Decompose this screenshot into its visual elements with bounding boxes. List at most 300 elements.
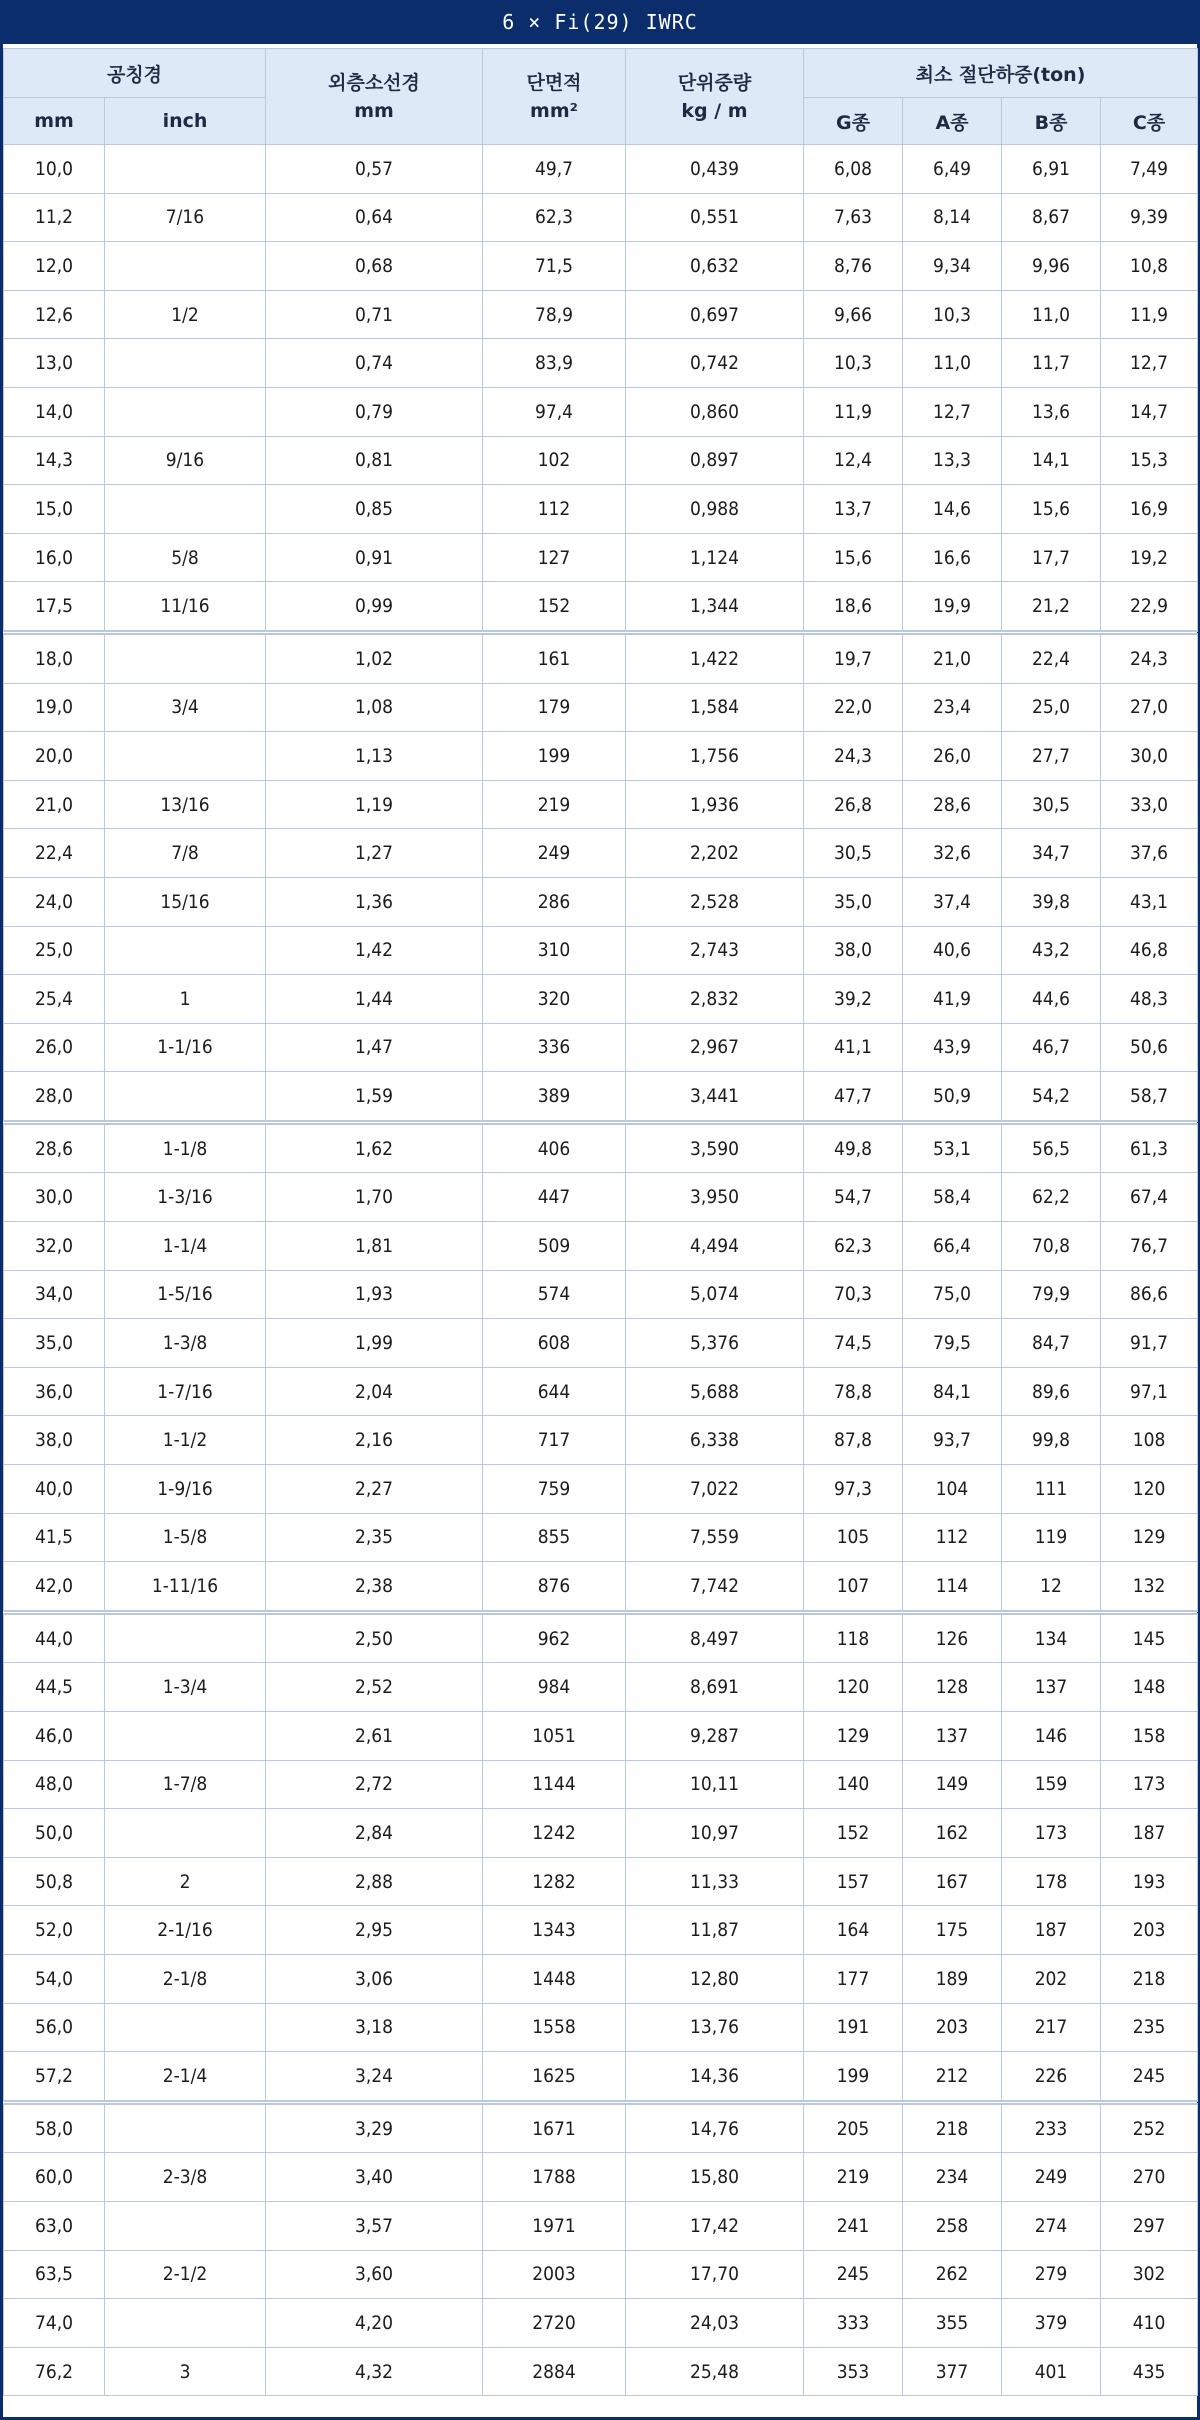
cell-inch — [105, 2201, 266, 2250]
table-row — [4, 2052, 1198, 2103]
cell-load-b: 62,2 — [1002, 1173, 1101, 1222]
cell-area: 83,9 — [483, 339, 626, 388]
header-unit-weight-label: 단위중량 — [677, 71, 752, 94]
cell-load-b: 30,5 — [1002, 780, 1101, 829]
table-row — [4, 780, 1198, 829]
cell-outer-wire: 1,02 — [266, 632, 483, 683]
cell-unit-weight: 3,441 — [626, 1072, 804, 1123]
cell-load-c: 11,9 — [1101, 290, 1198, 339]
cell-area: 97,4 — [483, 387, 626, 436]
cell-load-a: 126 — [903, 1612, 1002, 1663]
cell-outer-wire: 2,52 — [266, 1663, 483, 1712]
cell-area: 2003 — [483, 2250, 626, 2299]
cell-mm: 22,4 — [4, 829, 105, 878]
cell-load-c: 12,7 — [1101, 339, 1198, 388]
cell-inch: 1-3/4 — [105, 1663, 266, 1712]
cell-load-g: 11,9 — [804, 387, 903, 436]
table-row — [4, 632, 1198, 683]
cell-inch — [105, 926, 266, 975]
cell-unit-weight: 3,590 — [626, 1122, 804, 1173]
cell-inch: 2-1/2 — [105, 2250, 266, 2299]
cell-mm: 63,0 — [4, 2201, 105, 2250]
cell-outer-wire: 1,59 — [266, 1072, 483, 1123]
cell-load-g: 140 — [804, 1760, 903, 1809]
cell-inch: 1-11/16 — [105, 1562, 266, 1613]
cell-inch: 3 — [105, 2347, 266, 2396]
cell-inch: 2-3/8 — [105, 2153, 266, 2202]
cell-area: 962 — [483, 1612, 626, 1663]
table-row — [4, 1954, 1198, 2003]
cell-inch — [105, 339, 266, 388]
table-row — [4, 1760, 1198, 1809]
cell-inch — [105, 632, 266, 683]
cell-load-a: 212 — [903, 2052, 1002, 2103]
cell-load-b: 14,1 — [1002, 436, 1101, 485]
cell-unit-weight: 0,697 — [626, 290, 804, 339]
table-row — [4, 877, 1198, 926]
cell-load-c: 58,7 — [1101, 1072, 1198, 1123]
cell-outer-wire: 1,62 — [266, 1122, 483, 1173]
cell-load-g: 18,6 — [804, 582, 903, 633]
cell-load-c: 235 — [1101, 2003, 1198, 2052]
cell-outer-wire: 2,27 — [266, 1465, 483, 1514]
cell-load-g: 129 — [804, 1712, 903, 1761]
cell-inch — [105, 2102, 266, 2153]
cell-load-g: 7,63 — [804, 193, 903, 242]
cell-area: 78,9 — [483, 290, 626, 339]
cell-area: 1448 — [483, 1954, 626, 2003]
cell-load-b: 119 — [1002, 1513, 1101, 1562]
table-row — [4, 975, 1198, 1024]
cell-unit-weight: 8,691 — [626, 1663, 804, 1712]
table-row — [4, 533, 1198, 582]
table-row — [4, 829, 1198, 878]
cell-outer-wire: 3,40 — [266, 2153, 483, 2202]
cell-mm: 16,0 — [4, 533, 105, 582]
cell-load-a: 162 — [903, 1809, 1002, 1858]
cell-outer-wire: 2,04 — [266, 1367, 483, 1416]
cell-load-g: 87,8 — [804, 1416, 903, 1465]
table-header — [4, 49, 1198, 145]
table-row — [4, 1712, 1198, 1761]
cell-load-g: 199 — [804, 2052, 903, 2103]
cell-load-c: 15,3 — [1101, 436, 1198, 485]
cell-load-b: 178 — [1002, 1857, 1101, 1906]
cell-inch: 1-9/16 — [105, 1465, 266, 1514]
cell-outer-wire: 1,47 — [266, 1023, 483, 1072]
header-mm: mm — [4, 98, 105, 145]
cell-outer-wire: 0,64 — [266, 193, 483, 242]
cell-inch: 1 — [105, 975, 266, 1024]
cell-load-a: 50,9 — [903, 1072, 1002, 1123]
cell-unit-weight: 0,742 — [626, 339, 804, 388]
cell-load-g: 219 — [804, 2153, 903, 2202]
cell-load-c: 193 — [1101, 1857, 1198, 1906]
cell-unit-weight: 2,832 — [626, 975, 804, 1024]
cell-mm: 24,0 — [4, 877, 105, 926]
cell-outer-wire: 0,91 — [266, 533, 483, 582]
cell-load-g: 35,0 — [804, 877, 903, 926]
cell-load-g: 26,8 — [804, 780, 903, 829]
cell-load-c: 158 — [1101, 1712, 1198, 1761]
header-unit-weight-unit: kg / m — [681, 99, 748, 122]
cell-inch — [105, 387, 266, 436]
cell-unit-weight: 1,936 — [626, 780, 804, 829]
cell-area: 1971 — [483, 2201, 626, 2250]
cell-load-b: 21,2 — [1002, 582, 1101, 633]
cell-load-a: 93,7 — [903, 1416, 1002, 1465]
cell-load-c: 33,0 — [1101, 780, 1198, 829]
cell-load-b: 233 — [1002, 2102, 1101, 2153]
cell-unit-weight: 1,124 — [626, 533, 804, 582]
table-row — [4, 1465, 1198, 1514]
cell-unit-weight: 3,950 — [626, 1173, 804, 1222]
cell-inch: 2 — [105, 1857, 266, 1906]
table-row — [4, 242, 1198, 291]
cell-load-b: 202 — [1002, 1954, 1101, 2003]
cell-load-c: 14,7 — [1101, 387, 1198, 436]
table-row — [4, 290, 1198, 339]
cell-load-a: 75,0 — [903, 1270, 1002, 1319]
header-area-label: 단면적 — [526, 71, 582, 94]
cell-load-g: 6,08 — [804, 145, 903, 194]
cell-unit-weight: 13,76 — [626, 2003, 804, 2052]
cell-load-b: 173 — [1002, 1809, 1101, 1858]
cell-load-g: 41,1 — [804, 1023, 903, 1072]
cell-mm: 41,5 — [4, 1513, 105, 1562]
cell-load-g: 191 — [804, 2003, 903, 2052]
cell-load-a: 19,9 — [903, 582, 1002, 633]
cell-load-a: 79,5 — [903, 1319, 1002, 1368]
cell-load-a: 28,6 — [903, 780, 1002, 829]
cell-area: 320 — [483, 975, 626, 1024]
cell-area: 219 — [483, 780, 626, 829]
table-row — [4, 1173, 1198, 1222]
cell-load-b: 56,5 — [1002, 1122, 1101, 1173]
cell-outer-wire: 0,99 — [266, 582, 483, 633]
cell-area: 49,7 — [483, 145, 626, 194]
cell-load-b: 99,8 — [1002, 1416, 1101, 1465]
cell-load-c: 50,6 — [1101, 1023, 1198, 1072]
header-nominal-diameter: 공칭경 — [4, 49, 266, 98]
cell-inch: 5/8 — [105, 533, 266, 582]
cell-load-a: 66,4 — [903, 1222, 1002, 1271]
cell-inch: 13/16 — [105, 780, 266, 829]
cell-load-a: 40,6 — [903, 926, 1002, 975]
cell-mm: 25,4 — [4, 975, 105, 1024]
table-row — [4, 1023, 1198, 1072]
cell-area: 161 — [483, 632, 626, 683]
cell-load-c: 48,3 — [1101, 975, 1198, 1024]
table-row — [4, 2153, 1198, 2202]
table-row — [4, 1906, 1198, 1955]
cell-mm: 25,0 — [4, 926, 105, 975]
cell-outer-wire: 2,72 — [266, 1760, 483, 1809]
cell-load-c: 435 — [1101, 2347, 1198, 2396]
cell-unit-weight: 5,688 — [626, 1367, 804, 1416]
cell-area: 984 — [483, 1663, 626, 1712]
table-title: 6 × Fi(29) IWRC — [3, 0, 1197, 44]
cell-load-g: 105 — [804, 1513, 903, 1562]
cell-unit-weight: 0,860 — [626, 387, 804, 436]
cell-outer-wire: 1,99 — [266, 1319, 483, 1368]
cell-load-a: 149 — [903, 1760, 1002, 1809]
cell-unit-weight: 10,97 — [626, 1809, 804, 1858]
cell-load-g: 97,3 — [804, 1465, 903, 1514]
cell-mm: 54,0 — [4, 1954, 105, 2003]
cell-load-b: 12 — [1002, 1562, 1101, 1613]
cell-load-b: 9,96 — [1002, 242, 1101, 291]
cell-area: 1788 — [483, 2153, 626, 2202]
cell-outer-wire: 3,06 — [266, 1954, 483, 2003]
cell-load-g: 157 — [804, 1857, 903, 1906]
cell-outer-wire: 1,36 — [266, 877, 483, 926]
cell-load-a: 53,1 — [903, 1122, 1002, 1173]
cell-load-a: 21,0 — [903, 632, 1002, 683]
cell-load-a: 32,6 — [903, 829, 1002, 878]
cell-area: 759 — [483, 1465, 626, 1514]
cell-load-a: 203 — [903, 2003, 1002, 2052]
cell-mm: 11,2 — [4, 193, 105, 242]
table-row — [4, 1270, 1198, 1319]
cell-load-c: 108 — [1101, 1416, 1198, 1465]
cell-load-g: 38,0 — [804, 926, 903, 975]
cell-outer-wire: 3,60 — [266, 2250, 483, 2299]
cell-outer-wire: 1,44 — [266, 975, 483, 1024]
cell-unit-weight: 6,338 — [626, 1416, 804, 1465]
cell-load-g: 353 — [804, 2347, 903, 2396]
table-row — [4, 926, 1198, 975]
cell-outer-wire: 0,79 — [266, 387, 483, 436]
cell-area: 1242 — [483, 1809, 626, 1858]
cell-load-c: 22,9 — [1101, 582, 1198, 633]
cell-area: 310 — [483, 926, 626, 975]
cell-inch: 1-1/16 — [105, 1023, 266, 1072]
cell-load-b: 217 — [1002, 2003, 1101, 2052]
cell-area: 152 — [483, 582, 626, 633]
cell-load-b: 79,9 — [1002, 1270, 1101, 1319]
cell-load-b: 146 — [1002, 1712, 1101, 1761]
cell-load-g: 49,8 — [804, 1122, 903, 1173]
cell-inch — [105, 1809, 266, 1858]
table-row — [4, 1222, 1198, 1271]
cell-outer-wire: 0,85 — [266, 485, 483, 534]
table-row — [4, 1562, 1198, 1613]
cell-load-g: 19,7 — [804, 632, 903, 683]
cell-outer-wire: 1,70 — [266, 1173, 483, 1222]
cell-inch — [105, 485, 266, 534]
table-row — [4, 1416, 1198, 1465]
cell-load-a: 377 — [903, 2347, 1002, 2396]
cell-load-a: 58,4 — [903, 1173, 1002, 1222]
cell-inch: 1-7/8 — [105, 1760, 266, 1809]
cell-mm: 30,0 — [4, 1173, 105, 1222]
cell-outer-wire: 3,57 — [266, 2201, 483, 2250]
table-row — [4, 193, 1198, 242]
table-row — [4, 387, 1198, 436]
header-outer-wire-label: 외층소선경 — [328, 71, 420, 94]
cell-unit-weight: 25,48 — [626, 2347, 804, 2396]
cell-load-c: 145 — [1101, 1612, 1198, 1663]
cell-load-b: 159 — [1002, 1760, 1101, 1809]
cell-area: 644 — [483, 1367, 626, 1416]
cell-unit-weight: 7,022 — [626, 1465, 804, 1514]
cell-load-a: 13,3 — [903, 436, 1002, 485]
cell-load-b: 134 — [1002, 1612, 1101, 1663]
cell-load-g: 54,7 — [804, 1173, 903, 1222]
cell-outer-wire: 0,81 — [266, 436, 483, 485]
cell-load-c: 245 — [1101, 2052, 1198, 2103]
cell-unit-weight: 0,551 — [626, 193, 804, 242]
cell-load-b: 22,4 — [1002, 632, 1101, 683]
cell-load-a: 137 — [903, 1712, 1002, 1761]
cell-load-c: 76,7 — [1101, 1222, 1198, 1271]
cell-outer-wire: 2,38 — [266, 1562, 483, 1613]
cell-outer-wire: 0,74 — [266, 339, 483, 388]
cell-load-c: 37,6 — [1101, 829, 1198, 878]
cell-inch: 1-5/16 — [105, 1270, 266, 1319]
cell-unit-weight: 7,742 — [626, 1562, 804, 1613]
cell-load-g: 62,3 — [804, 1222, 903, 1271]
cell-load-c: 218 — [1101, 1954, 1198, 2003]
cell-mm: 63,5 — [4, 2250, 105, 2299]
cell-load-b: 226 — [1002, 2052, 1101, 2103]
cell-unit-weight: 8,497 — [626, 1612, 804, 1663]
cell-inch — [105, 1072, 266, 1123]
cell-mm: 46,0 — [4, 1712, 105, 1761]
table-row — [4, 1122, 1198, 1173]
cell-outer-wire: 2,61 — [266, 1712, 483, 1761]
cell-inch — [105, 2299, 266, 2348]
cell-load-g: 47,7 — [804, 1072, 903, 1123]
cell-load-g: 78,8 — [804, 1367, 903, 1416]
cell-load-b: 11,0 — [1002, 290, 1101, 339]
table-row — [4, 683, 1198, 732]
cell-load-a: 16,6 — [903, 533, 1002, 582]
cell-area: 447 — [483, 1173, 626, 1222]
table-row — [4, 1072, 1198, 1123]
cell-load-a: 26,0 — [903, 732, 1002, 781]
cell-unit-weight: 0,439 — [626, 145, 804, 194]
cell-load-c: 24,3 — [1101, 632, 1198, 683]
cell-load-b: 89,6 — [1002, 1367, 1101, 1416]
cell-area: 336 — [483, 1023, 626, 1072]
cell-outer-wire: 2,16 — [266, 1416, 483, 1465]
cell-outer-wire: 4,32 — [266, 2347, 483, 2396]
cell-load-c: 132 — [1101, 1562, 1198, 1613]
cell-load-g: 177 — [804, 1954, 903, 2003]
table-row — [4, 1319, 1198, 1368]
cell-load-b: 137 — [1002, 1663, 1101, 1712]
cell-mm: 17,5 — [4, 582, 105, 633]
cell-load-b: 279 — [1002, 2250, 1101, 2299]
cell-load-g: 107 — [804, 1562, 903, 1613]
cell-load-a: 262 — [903, 2250, 1002, 2299]
cell-load-g: 12,4 — [804, 436, 903, 485]
cell-inch: 1-1/4 — [105, 1222, 266, 1271]
cell-inch: 7/8 — [105, 829, 266, 878]
cell-load-c: 302 — [1101, 2250, 1198, 2299]
cell-area: 406 — [483, 1122, 626, 1173]
table-body — [4, 145, 1198, 2396]
cell-mm: 32,0 — [4, 1222, 105, 1271]
cell-mm: 21,0 — [4, 780, 105, 829]
cell-mm: 50,8 — [4, 1857, 105, 1906]
cell-load-b: 401 — [1002, 2347, 1101, 2396]
cell-load-g: 24,3 — [804, 732, 903, 781]
cell-area: 249 — [483, 829, 626, 878]
table-row — [4, 1663, 1198, 1712]
cell-mm: 74,0 — [4, 2299, 105, 2348]
cell-load-b: 39,8 — [1002, 877, 1101, 926]
cell-mm: 13,0 — [4, 339, 105, 388]
cell-mm: 57,2 — [4, 2052, 105, 2103]
cell-load-b: 187 — [1002, 1906, 1101, 1955]
cell-mm: 36,0 — [4, 1367, 105, 1416]
cell-inch: 3/4 — [105, 683, 266, 732]
cell-area: 2884 — [483, 2347, 626, 2396]
cell-outer-wire: 2,35 — [266, 1513, 483, 1562]
cell-load-b: 54,2 — [1002, 1072, 1101, 1123]
cell-mm: 44,0 — [4, 1612, 105, 1663]
cell-outer-wire: 1,27 — [266, 829, 483, 878]
cell-mm: 76,2 — [4, 2347, 105, 2396]
cell-area: 1558 — [483, 2003, 626, 2052]
cell-load-c: 19,2 — [1101, 533, 1198, 582]
cell-load-g: 30,5 — [804, 829, 903, 878]
cell-load-a: 218 — [903, 2102, 1002, 2153]
header-grade-b: B종 — [1002, 98, 1101, 145]
cell-outer-wire: 2,50 — [266, 1612, 483, 1663]
header-grade-g: G종 — [804, 98, 903, 145]
header-cross-section-area — [483, 49, 626, 145]
cell-mm: 18,0 — [4, 632, 105, 683]
wire-rope-spec-table — [3, 48, 1198, 2396]
cell-unit-weight: 11,33 — [626, 1857, 804, 1906]
cell-outer-wire: 3,29 — [266, 2102, 483, 2153]
cell-unit-weight: 1,756 — [626, 732, 804, 781]
cell-unit-weight: 11,87 — [626, 1906, 804, 1955]
cell-area: 1144 — [483, 1760, 626, 1809]
cell-load-g: 39,2 — [804, 975, 903, 1024]
cell-outer-wire: 1,08 — [266, 683, 483, 732]
cell-unit-weight: 12,80 — [626, 1954, 804, 2003]
cell-mm: 56,0 — [4, 2003, 105, 2052]
cell-area: 509 — [483, 1222, 626, 1271]
cell-inch: 1-7/16 — [105, 1367, 266, 1416]
cell-unit-weight: 17,70 — [626, 2250, 804, 2299]
cell-area: 1671 — [483, 2102, 626, 2153]
cell-load-a: 11,0 — [903, 339, 1002, 388]
cell-mm: 12,0 — [4, 242, 105, 291]
cell-mm: 28,0 — [4, 1072, 105, 1123]
cell-inch: 2-1/16 — [105, 1906, 266, 1955]
header-outer-wire-diameter — [266, 49, 483, 145]
cell-mm: 60,0 — [4, 2153, 105, 2202]
cell-unit-weight: 4,494 — [626, 1222, 804, 1271]
cell-area: 127 — [483, 533, 626, 582]
table-row — [4, 1367, 1198, 1416]
cell-outer-wire: 0,57 — [266, 145, 483, 194]
cell-load-b: 13,6 — [1002, 387, 1101, 436]
cell-unit-weight: 7,559 — [626, 1513, 804, 1562]
cell-load-a: 37,4 — [903, 877, 1002, 926]
header-inch: inch — [105, 98, 266, 145]
cell-area: 1282 — [483, 1857, 626, 1906]
cell-load-a: 41,9 — [903, 975, 1002, 1024]
cell-load-c: 173 — [1101, 1760, 1198, 1809]
cell-outer-wire: 1,93 — [266, 1270, 483, 1319]
